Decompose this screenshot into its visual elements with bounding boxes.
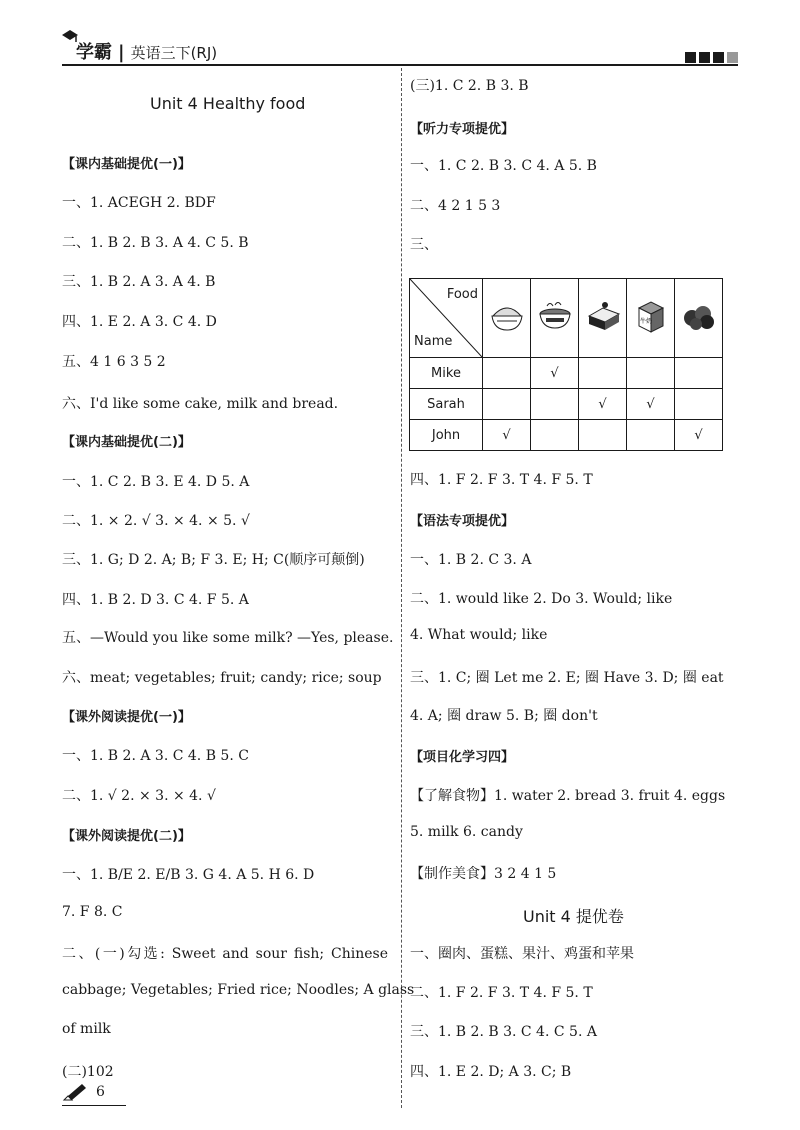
- answer-line: 四、1. F 2. F 3. T 4. F 5. T: [410, 472, 593, 488]
- check-cell: √: [579, 389, 627, 420]
- test-title: Unit 4 提优卷: [523, 907, 624, 926]
- check-cell: √: [675, 420, 723, 451]
- check-cell: [531, 420, 579, 451]
- answer-line: 三、1. B 2. A 3. A 4. B: [62, 274, 216, 290]
- section-heading: 【课外阅读提优(二)】: [62, 829, 191, 844]
- brand-separator: |: [118, 42, 125, 63]
- corner-name-label: Name: [414, 334, 453, 349]
- unit-title: Unit 4 Healthy food: [150, 94, 306, 113]
- check-cell: √: [627, 389, 675, 420]
- answer-line: 一、圈肉、蛋糕、果汁、鸡蛋和苹果: [410, 946, 634, 962]
- answer-line: 4. What would; like: [410, 627, 548, 643]
- rice-icon: [483, 279, 531, 358]
- answer-line: 一、1. C 2. B 3. C 4. A 5. B: [410, 158, 597, 174]
- check-cell: [531, 389, 579, 420]
- answer-line: 五、—Would you like some milk? —Yes, please.: [62, 630, 394, 646]
- table-corner: [410, 279, 483, 358]
- check-cell: [675, 389, 723, 420]
- answer-line: 五、4 1 6 3 5 2: [62, 354, 166, 370]
- noodles-icon: [531, 279, 579, 358]
- answer-line: 四、1. E 2. D; A 3. C; B: [410, 1064, 572, 1080]
- answer-line: 二、1. √ 2. × 3. × 4. √: [62, 788, 216, 804]
- answer-line: 二、1. F 2. F 3. T 4. F 5. T: [410, 985, 593, 1001]
- section-heading: 【课内基础提优(二)】: [62, 435, 191, 450]
- check-cell: [675, 358, 723, 389]
- answer-line: 一、1. B/E 2. E/B 3. G 4. A 5. H 6. D: [62, 867, 315, 883]
- answer-line: 二、1. B 2. B 3. A 4. C 5. B: [62, 235, 249, 251]
- answer-line: 【制作美食】3 2 4 1 5: [410, 866, 557, 882]
- answer-line: 四、1. B 2. D 3. C 4. F 5. A: [62, 592, 249, 608]
- table-row: [410, 358, 723, 389]
- answer-line: 5. milk 6. candy: [410, 824, 523, 840]
- answer-line: 二、1. × 2. √ 3. × 4. × 5. √: [62, 513, 250, 529]
- answer-line: 7. F 8. C: [62, 904, 123, 920]
- milk-icon: [627, 279, 675, 358]
- answer-line: 4. A; 圈 draw 5. B; 圈 don't: [410, 708, 598, 724]
- answer-line: 三、1. B 2. B 3. C 4. C 5. A: [410, 1024, 597, 1040]
- answer-line: 二、4 2 1 5 3: [410, 198, 501, 214]
- row-name: John: [410, 420, 483, 451]
- food-table: [409, 278, 723, 451]
- answer-line: 三、1. G; D 2. A; B; F 3. E; H; C(顺序可颠倒): [62, 552, 365, 568]
- check-cell: [483, 358, 531, 389]
- book-subtitle: 英语三下(RJ): [130, 44, 218, 62]
- page-number: 6: [96, 1084, 105, 1100]
- section-heading: 【课内基础提优(一)】: [62, 157, 191, 172]
- check-cell: [579, 358, 627, 389]
- answer-line: 一、1. C 2. B 3. E 4. D 5. A: [62, 474, 250, 490]
- answer-line: 四、1. E 2. A 3. C 4. D: [62, 314, 217, 330]
- answer-line: 【了解食物】1. water 2. bread 3. fruit 4. eggs: [410, 788, 726, 804]
- check-cell: [627, 358, 675, 389]
- answer-line: (二)102: [62, 1064, 114, 1080]
- answer-line: 六、I'd like some cake, milk and bread.: [62, 396, 339, 412]
- column-divider: [401, 68, 402, 1108]
- answer-line: cabbage; Vegetables; Fried rice; Noodles; A glass: [62, 982, 415, 998]
- answer-line: 二、(一)勾选: Sweet and sour fish; Chinese: [62, 946, 388, 962]
- row-name: Sarah: [410, 389, 483, 420]
- pencil-icon: [62, 1084, 88, 1102]
- brand-name: 学霸: [76, 42, 112, 63]
- check-cell: √: [531, 358, 579, 389]
- answer-line: 一、1. ACEGH 2. BDF: [62, 195, 216, 211]
- footer-rule: [62, 1105, 126, 1106]
- answer-line: 一、1. B 2. A 3. C 4. B 5. C: [62, 748, 249, 764]
- answer-line: of milk: [62, 1021, 111, 1037]
- answer-line: 三、: [410, 237, 438, 253]
- section-heading: 【课外阅读提优(一)】: [62, 710, 191, 725]
- header-brand: [76, 38, 217, 64]
- section-heading: 【语法专项提优】: [410, 514, 515, 529]
- answer-line: 二、1. would like 2. Do 3. Would; like: [410, 591, 673, 607]
- header-rule: [62, 64, 738, 66]
- check-cell: [579, 420, 627, 451]
- vegetables-icon: [675, 279, 723, 358]
- cake-icon: [579, 279, 627, 358]
- answer-line: 三、1. C; 圈 Let me 2. E; 圈 Have 3. D; 圈 eat: [410, 670, 724, 686]
- check-cell: √: [483, 420, 531, 451]
- table-row: [410, 420, 723, 451]
- milk-carton-label: 牛奶: [639, 318, 652, 325]
- check-cell: [627, 420, 675, 451]
- table-row: [410, 389, 723, 420]
- corner-food-label: Food: [446, 287, 478, 302]
- answer-line: 一、1. B 2. C 3. A: [410, 552, 532, 568]
- row-name: Mike: [410, 358, 483, 389]
- answer-line: 六、meat; vegetables; fruit; candy; rice; soup: [62, 670, 382, 686]
- section-heading: 【项目化学习四】: [410, 750, 515, 765]
- section-heading: 【听力专项提优】: [410, 122, 515, 137]
- check-cell: [483, 389, 531, 420]
- answer-line: (三)1. C 2. B 3. B: [410, 78, 529, 94]
